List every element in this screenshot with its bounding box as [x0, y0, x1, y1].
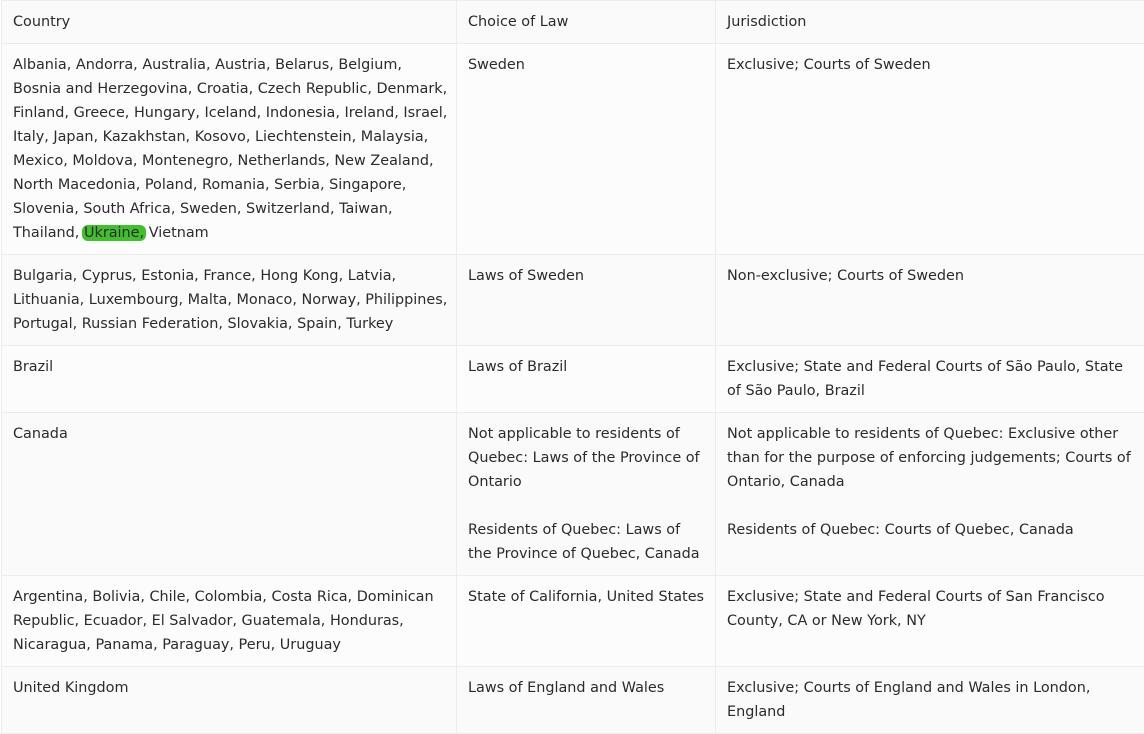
table-row	[2, 413, 1144, 576]
table-row	[2, 667, 1144, 734]
jurisdiction-cell: Exclusive; Courts of Sweden	[716, 44, 1144, 255]
governing-law-table	[1, 0, 1144, 734]
country-text: Vietnam	[149, 225, 209, 241]
law-cell: Sweden	[457, 44, 716, 255]
jurisdiction-paragraph: Not applicable to residents of Quebec: Exclusive other than for the purpose of enforcing judgements; Courts of Ontario, Canada	[727, 426, 1131, 490]
law-paragraph: Residents of Quebec: Laws of the Province of Quebec, Canada	[468, 522, 700, 562]
table-row	[2, 576, 1144, 667]
country-cell	[2, 44, 457, 255]
law-cell: Laws of Brazil	[457, 346, 716, 413]
highlighted-country: Ukraine,	[82, 225, 146, 241]
country-cell: Bulgaria, Cyprus, Estonia, France, Hong Kong, Latvia, Lithuania, Luxembourg, Malta, Monaco, Norway, Philippines, Portugal, Russian Federation, Slovakia, Spain, Turkey	[2, 255, 457, 346]
header-row	[2, 1, 1144, 44]
country-cell: United Kingdom	[2, 667, 457, 734]
country-cell: Brazil	[2, 346, 457, 413]
law-cell: Laws of England and Wales	[457, 667, 716, 734]
country-cell: Canada	[2, 413, 457, 576]
table-row	[2, 346, 1144, 413]
jurisdiction-cell	[716, 413, 1144, 576]
table-row	[2, 255, 1144, 346]
table-row	[2, 44, 1144, 255]
header-jurisdiction: Jurisdiction	[716, 1, 1144, 44]
header-country: Country	[2, 1, 457, 44]
law-cell	[457, 413, 716, 576]
country-text: Albania, Andorra, Australia, Austria, Belarus, Belgium, Bosnia and Herzegovina, Croatia, Czech Republic, Denmark, Finland, Greece, Hungary, Iceland, Indonesia, Ireland, Israel, Italy, Japan, Kazakhstan, Kosovo, Liechtenstein, Malaysia, Mexico, Moldova, Montenegro, Netherlands, New Zealand, North Macedonia, Poland, Romania, Serbia, Singapore, Slovenia, South Africa, Sweden, Switzerland, Taiwan, Thailand,	[13, 57, 447, 241]
jurisdiction-paragraph: Residents of Quebec: Courts of Quebec, Canada	[727, 522, 1074, 538]
jurisdiction-cell: Exclusive; Courts of England and Wales in London, England	[716, 667, 1144, 734]
header-choice-of-law: Choice of Law	[457, 1, 716, 44]
country-cell: Argentina, Bolivia, Chile, Colombia, Costa Rica, Dominican Republic, Ecuador, El Salvador, Guatemala, Honduras, Nicaragua, Panama, Paraguay, Peru, Uruguay	[2, 576, 457, 667]
jurisdiction-cell: Exclusive; State and Federal Courts of San Francisco County, CA or New York, NY	[716, 576, 1144, 667]
law-paragraph: Not applicable to residents of Quebec: Laws of the Province of Ontario	[468, 426, 700, 490]
jurisdiction-cell: Exclusive; State and Federal Courts of São Paulo, State of São Paulo, Brazil	[716, 346, 1144, 413]
jurisdiction-cell: Non-exclusive; Courts of Sweden	[716, 255, 1144, 346]
law-cell: Laws of Sweden	[457, 255, 716, 346]
law-cell: State of California, United States	[457, 576, 716, 667]
